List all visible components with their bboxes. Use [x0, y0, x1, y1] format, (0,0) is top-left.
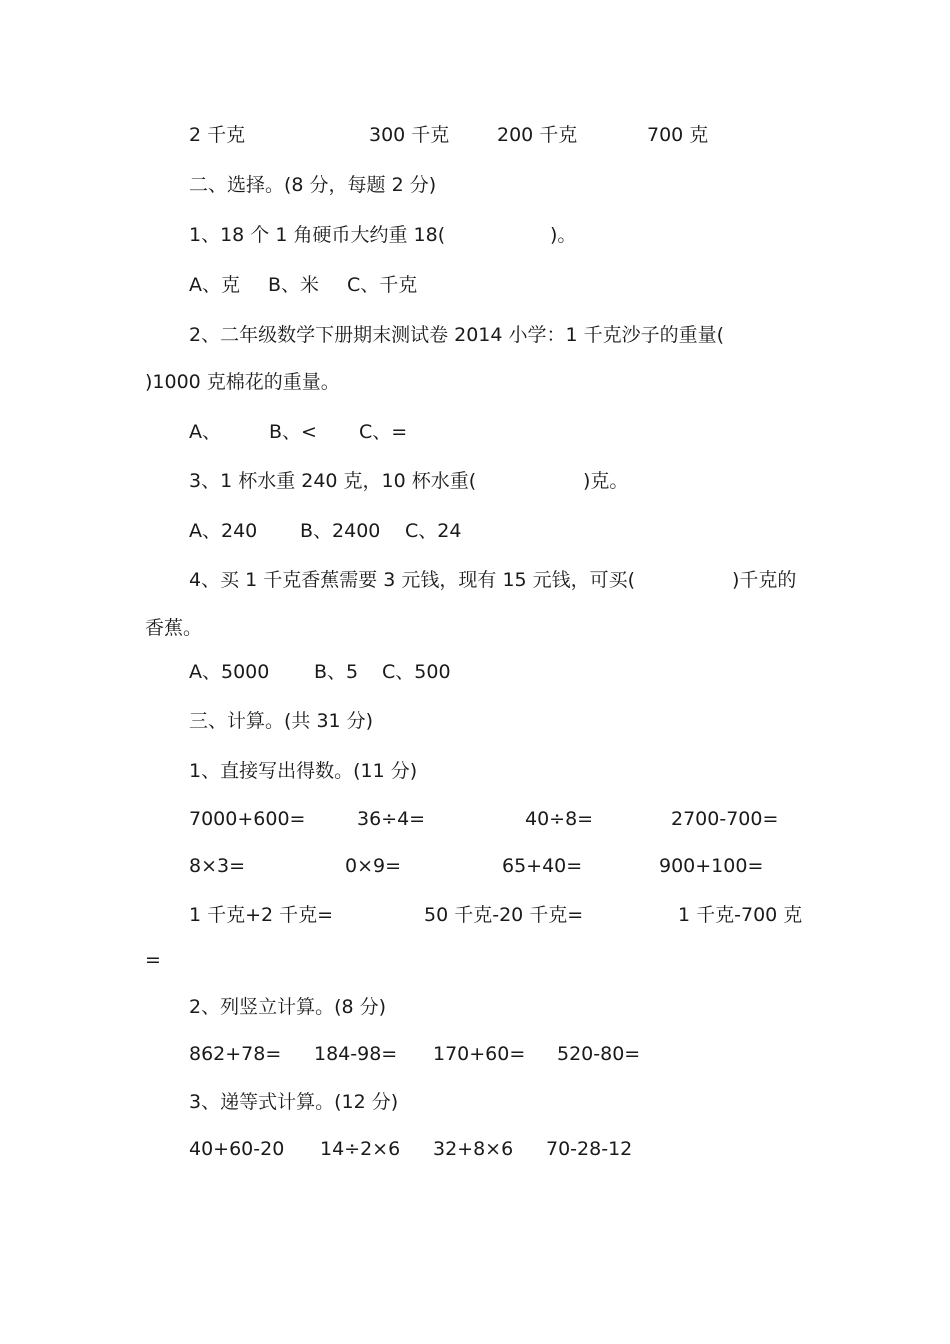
calc-item: 0×9= [345, 855, 402, 877]
question-2-options [0, 420, 950, 444]
question-4-options [0, 660, 950, 684]
question-text: 3、1 杯水重 240 克，10 杯水重( [189, 470, 477, 492]
option-b: B、5 [314, 661, 359, 683]
calc-item: 14÷2×6 [320, 1138, 401, 1160]
calc-item: 8×3= [189, 855, 246, 877]
option-c: C、= [359, 421, 408, 443]
vertical-calc-row [0, 1042, 950, 1066]
question-close: )千克的 [732, 569, 797, 591]
calc-item: 7000+600= [189, 808, 306, 830]
part-1-heading: 1、直接写出得数。(11 分) [189, 760, 418, 782]
question-1-options [0, 273, 950, 297]
part-3-heading: 3、递等式计算。(12 分) [189, 1091, 399, 1113]
calc-item: 2700-700= [671, 808, 779, 830]
calc-item: 70-28-12 [546, 1138, 633, 1160]
unit-option: 300 千克 [369, 124, 450, 146]
question-text: 1、18 个 1 角硬币大约重 18( [189, 224, 446, 246]
calc-item: 1 千克+2 千克= [189, 904, 334, 926]
calc-row-3 [0, 903, 950, 927]
option-a: A、克 [189, 274, 240, 296]
calc-item: 520-80= [557, 1043, 641, 1065]
calc-item: 862+78= [189, 1043, 282, 1065]
question-text: 4、买 1 千克香蕉需要 3 元钱，现有 15 元钱，可买( [189, 569, 636, 591]
calc-item: 36÷4= [357, 808, 426, 830]
calc-item: 40÷8= [525, 808, 594, 830]
section-heading-calc: 三、计算。(共 31 分) [189, 710, 374, 732]
option-a: A、5000 [189, 661, 270, 683]
question-1 [0, 223, 950, 247]
option-a: A、240 [189, 520, 258, 542]
section-heading-choice: 二、选择。(8 分，每题 2 分) [189, 174, 437, 196]
calc-item: 65+40= [502, 855, 583, 877]
question-4-line2: 香蕉。 [145, 617, 203, 639]
question-close: )克。 [583, 470, 629, 492]
unit-option: 2 千克 [189, 124, 246, 146]
question-3 [0, 469, 950, 493]
option-c: C、24 [405, 520, 462, 542]
question-3-options [0, 519, 950, 543]
question-2-line1: 2、二年级数学下册期末测试卷 2014 小学：1 千克沙子的重量( [189, 324, 725, 346]
calc-item: 170+60= [433, 1043, 526, 1065]
part-2-heading: 2、列竖立计算。(8 分) [189, 996, 387, 1018]
calc-item: 32+8×6 [433, 1138, 514, 1160]
option-b: B、< [269, 421, 317, 443]
calc-row-1 [0, 807, 950, 831]
calc-item: 1 千克-700 克 [678, 904, 803, 926]
option-c: C、千克 [347, 274, 418, 296]
option-b: B、米 [268, 274, 320, 296]
option-a: A、 [189, 421, 221, 443]
calc-row-2 [0, 854, 950, 878]
calc-row-3-wrap: = [145, 949, 161, 971]
calc-item: 50 千克-20 千克= [424, 904, 584, 926]
unit-option: 700 克 [647, 124, 709, 146]
stepwise-calc-row [0, 1137, 950, 1161]
question-4-line1 [0, 568, 950, 592]
unit-options-row [0, 123, 950, 147]
calc-item: 900+100= [659, 855, 764, 877]
question-2-line2: )1000 克棉花的重量。 [145, 371, 340, 393]
option-b: B、2400 [300, 520, 381, 542]
calc-item: 40+60-20 [189, 1138, 285, 1160]
calc-item: 184-98= [314, 1043, 398, 1065]
question-close: )。 [550, 224, 577, 246]
option-c: C、500 [382, 661, 451, 683]
unit-option: 200 千克 [497, 124, 578, 146]
